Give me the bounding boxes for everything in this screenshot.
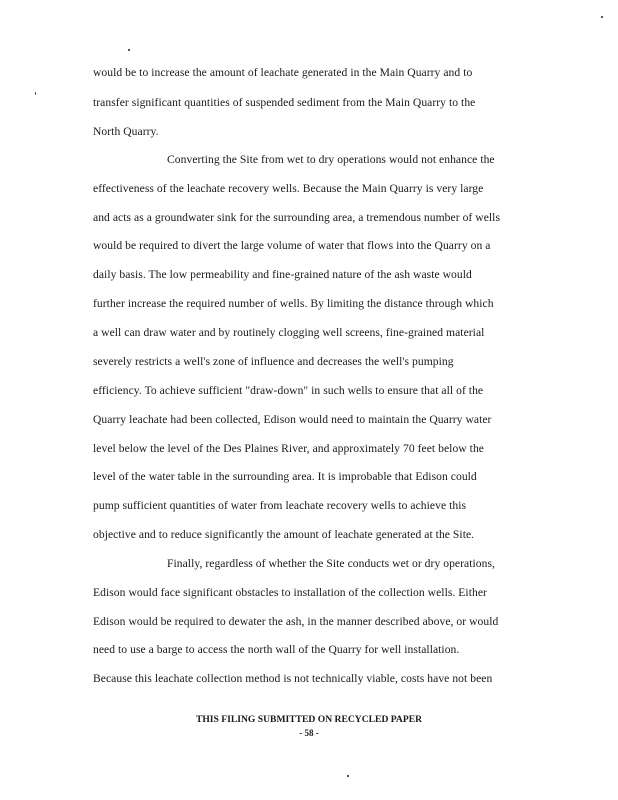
body-text-line: Quarry leachate had been collected, Edison would need to maintain the Quarry water (93, 413, 492, 426)
body-text-line: would be to increase the amount of leachate generated in the Main Quarry and to (93, 66, 473, 79)
body-text-line: pump sufficient quantities of water from leachate recovery wells to achieve this (93, 499, 467, 512)
body-text-line: and acts as a groundwater sink for the surrounding area, a tremendous number of wells (93, 211, 501, 224)
body-text-line: would be required to divert the large volume of water that flows into the Quarry on a (93, 239, 491, 252)
body-text-line: severely restricts a well's zone of influence and decreases the well's pumping (93, 355, 454, 368)
body-text-line: Converting the Site from wet to dry operations would not enhance the (167, 153, 495, 166)
scan-speck (601, 16, 603, 18)
page-number: - 58 - (299, 728, 319, 738)
body-text-line: daily basis. The low permeability and fine-grained nature of the ash waste would (93, 268, 472, 281)
scan-speck (128, 49, 130, 51)
body-text-line: level of the water table in the surrounding area. It is improbable that Edison could (93, 470, 477, 483)
body-text-line: Because this leachate collection method is not technically viable, costs have not been (93, 672, 493, 685)
body-text-line: transfer significant quantities of suspended sediment from the Main Quarry to the (93, 96, 476, 109)
body-text-line: Edison would be required to dewater the ash, in the manner described above, or would (93, 615, 499, 628)
scan-speck (35, 92, 36, 95)
body-text-line: Edison would face significant obstacles to installation of the collection wells. Either (93, 586, 487, 599)
body-text-line: a well can draw water and by routinely clogging well screens, fine-grained material (93, 326, 485, 339)
body-text-line: level below the level of the Des Plaines River, and approximately 70 feet below the (93, 442, 484, 455)
body-text-line: North Quarry. (93, 125, 159, 138)
body-text-line: further increase the required number of wells. By limiting the distance through which (93, 297, 494, 310)
body-text-line: objective and to reduce significantly the amount of leachate generated at the Site. (93, 528, 475, 541)
body-text-line: effectiveness of the leachate recovery wells. Because the Main Quarry is very large (93, 182, 484, 195)
body-text-line: Finally, regardless of whether the Site conducts wet or dry operations, (167, 557, 495, 570)
recycled-paper-notice: THIS FILING SUBMITTED ON RECYCLED PAPER (195, 714, 423, 725)
body-text-line: efficiency. To achieve sufficient "draw-down" in such wells to ensure that all of the (93, 384, 484, 397)
body-text-line: need to use a barge to access the north wall of the Quarry for well installation. (93, 643, 460, 656)
scan-speck (347, 775, 349, 777)
